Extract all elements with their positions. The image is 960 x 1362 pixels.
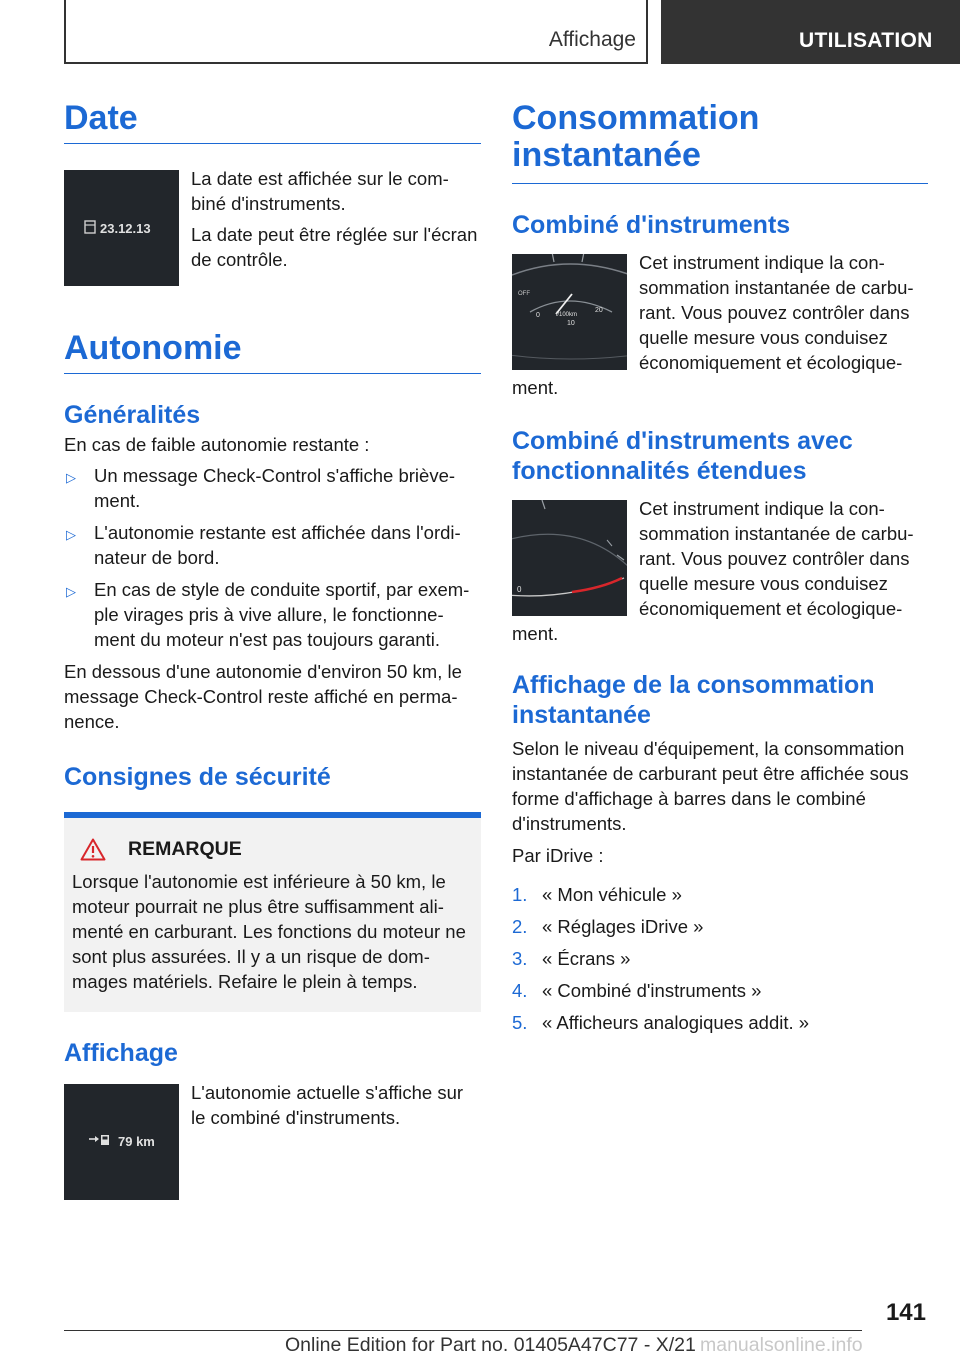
date-display-image xyxy=(64,170,179,286)
range-display-image xyxy=(64,1084,179,1200)
affichage-conso-text: Selon le niveau d'équipement, la consommation instantanée de carburant peut être affichée sous forme d'affichage à barres dans le combiné d'instruments. xyxy=(512,738,909,834)
notice-header xyxy=(78,838,473,861)
combine-title: Combiné d'instruments xyxy=(512,211,791,239)
consumption-gauge-image xyxy=(512,254,627,370)
extended-gauge-image xyxy=(512,500,627,616)
list-item: 5. « Afficheurs analogiques addit. » xyxy=(512,1012,810,1033)
date-rule xyxy=(64,143,481,144)
etendu-title: Combiné d'instruments avec fonctionnalités étendues xyxy=(512,427,853,485)
list-item: 4. « Combiné d'instruments » xyxy=(512,980,762,1001)
date-figure-block xyxy=(64,166,481,286)
triangle-bullet-icon: ▷ xyxy=(66,584,76,599)
list-item: 3. « Écrans » xyxy=(512,948,631,969)
notice-label: REMARQUE xyxy=(128,838,242,860)
autonomie-title: Autonomie xyxy=(64,329,242,367)
fuel-range-icon xyxy=(64,1084,179,1200)
calendar-icon xyxy=(64,170,179,286)
extended-gauge-icon xyxy=(512,500,627,616)
date-p1: La date est affichée sur le com-biné d'instruments. xyxy=(191,168,449,214)
header-chapter: UTILISATION xyxy=(661,0,960,64)
combine-text: Cet instrument indique la con-sommation instantanée de carbu-rant. Vous pouvez contrôler dans quelle mesure vous conduisez économiquement et écologique-ment. xyxy=(512,252,914,398)
range-figure-block xyxy=(64,1080,481,1200)
left-column xyxy=(64,100,481,1200)
list-item: ▷ En cas de style de conduite sportif, par exem-ple virages pris à vive allure, le fonctionne-ment du moteur n'est pas toujours garanti. xyxy=(66,579,470,650)
list-item: ▷ Un message Check-Control s'affiche briève-ment. xyxy=(66,465,456,511)
list-item: 1. « Mon véhicule » xyxy=(512,884,682,905)
header-section: Affichage xyxy=(548,28,636,51)
notice-text: Lorsque l'autonomie est inférieure à 50 km, le moteur pourrait ne plus être suffisamment ali-menté en carburant. Les fonctions du moteur ne sont plus assurées. Il y a un risque de dom-mages matériels. Refaire le plein à temps. xyxy=(72,871,466,992)
idrive-label: Par iDrive : xyxy=(512,845,604,866)
svg-text:10: 10 xyxy=(567,320,575,327)
consommation-title: Consommation instantanée xyxy=(512,99,760,174)
autonomie-after: En dessous d'une autonomie d'environ 50 km, le message Check-Control reste affiché en perma-nence. xyxy=(64,661,462,732)
list-item: 2. « Réglages iDrive » xyxy=(512,916,704,937)
svg-text:0: 0 xyxy=(536,312,540,319)
safety-title: Consignes de sécurité xyxy=(64,763,331,791)
footer-rule xyxy=(64,1330,862,1331)
date-display-label: 23.12.13 xyxy=(100,221,151,236)
svg-text:20: 20 xyxy=(595,307,603,314)
affichage-text: L'autonomie actuelle s'affiche sur le combiné d'instruments. xyxy=(191,1082,464,1128)
generalites-title: Généralités xyxy=(64,401,201,429)
range-display-label: 79 km xyxy=(118,1134,155,1149)
right-column xyxy=(512,100,928,1042)
affichage-conso-title: Affichage de la consommation instantanée xyxy=(512,671,875,729)
autonomie-rule xyxy=(64,373,481,374)
consumption-gauge-icon xyxy=(512,254,627,370)
triangle-bullet-icon: ▷ xyxy=(66,470,76,485)
triangle-bullet-icon: ▷ xyxy=(66,527,76,542)
etendu-figure-block xyxy=(512,496,928,646)
consommation-rule xyxy=(512,183,928,184)
idrive-steps xyxy=(512,882,928,1035)
etendu-text: Cet instrument indique la con-sommation instantanée de carbu-rant. Vous pouvez contrôler dans quelle mesure vous conduisez économiquement et écologique-ment. xyxy=(512,498,914,644)
autonomie-intro: En cas de faible autonomie restante : xyxy=(64,434,370,455)
date-title: Date xyxy=(64,99,138,137)
combine-figure-block xyxy=(512,250,928,400)
notice-box xyxy=(64,812,481,1012)
svg-text:0: 0 xyxy=(517,585,522,594)
autonomie-bullets xyxy=(64,463,481,652)
footer-edition: Online Edition for Part no. 01405A47C77 - X/21 xyxy=(285,1334,696,1356)
warning-icon xyxy=(80,838,106,861)
svg-text:l/100km: l/100km xyxy=(556,312,578,318)
svg-text:OFF: OFF xyxy=(518,291,530,297)
affichage-title: Affichage xyxy=(64,1039,178,1067)
footer-watermark: manualsonline.info xyxy=(700,1334,863,1356)
list-item: ▷ L'autonomie restante est affichée dans l'ordi-nateur de bord. xyxy=(66,522,461,568)
date-p2: La date peut être réglée sur l'écran de contrôle. xyxy=(191,224,478,270)
page-number: 141 xyxy=(885,1299,926,1326)
